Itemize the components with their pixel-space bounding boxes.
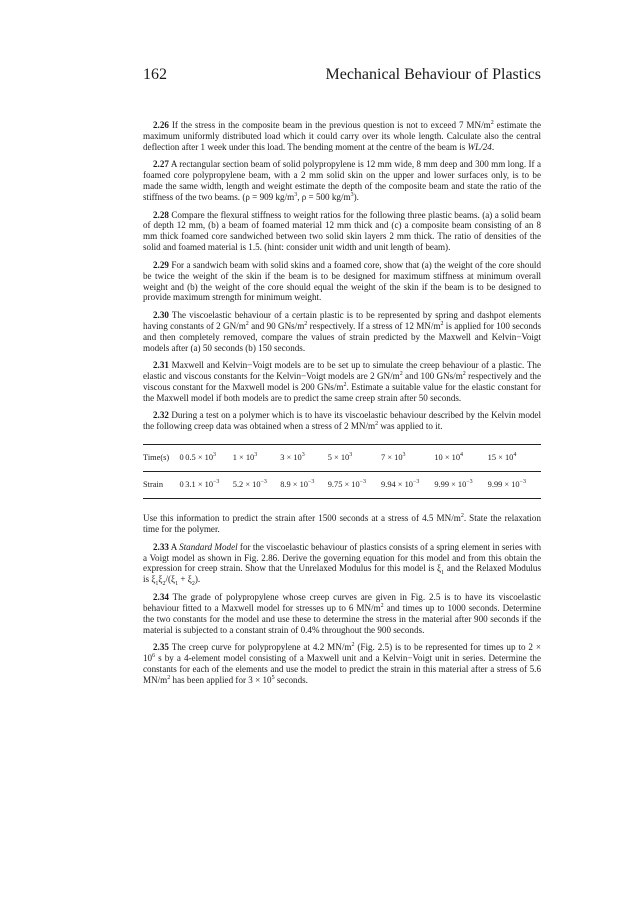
creep-data-table (143, 444, 541, 499)
superscript: 2 (462, 371, 466, 378)
subscript: 1 (175, 581, 179, 588)
superscript: 2 (167, 674, 171, 681)
problem-number: 2.35 (153, 642, 169, 653)
problem-text: The creep curve for polypropylene at 4.2 MN/m (171, 642, 352, 653)
strain-row (143, 472, 541, 499)
problem-text: and 90 GNs/m (248, 320, 305, 331)
problem-text: is applied for 100 seconds and then completely removed, compare the values of strain predicted by the Maxwell and Kelvin−Voigt models after (a) 50 seconds (b) 150 seconds. (143, 320, 541, 353)
superscript: 5 (271, 674, 275, 681)
superscript: 2 (460, 513, 464, 520)
problem-2-35 (143, 642, 541, 686)
superscript: 2 (380, 602, 384, 609)
problem-2-30 (143, 310, 541, 354)
italic-text: WL/24 (467, 141, 492, 152)
time-cell: $1 \times 10^3$ (232, 451, 258, 462)
problem-2-33 (143, 542, 541, 586)
superscript: 2 (490, 119, 494, 126)
superscript: 6 (152, 652, 156, 659)
problem-text: /(ξ (165, 574, 176, 585)
problem-number: 2.30 (153, 309, 169, 320)
problem-text: and the Relaxed Modulus is ξ (143, 563, 541, 585)
time-cell: 0 (179, 452, 184, 462)
problem-text: ). (194, 574, 201, 585)
time-label: Time(s) (143, 452, 170, 462)
superscript: 3 (350, 192, 354, 198)
superscript: 3 (294, 192, 298, 198)
problem-text: For a sandwich beam with solid skins and a foamed core, show that (a) the weight of the core should be twice the weight of the skin if the beam is to be designed for maximum stiffness at minimum overall weight and (b) the weight of the core should equal the weight of the skin if the beam is to be designed to provide maximum strength for minimum weight. (143, 259, 542, 303)
problem-number: 2.29 (153, 259, 169, 270)
time-cell: $10 \times 10^4$ (434, 451, 464, 462)
problem-text: and 100 GNs/m (402, 371, 463, 382)
page-header (143, 66, 541, 88)
strain-cell: $9.99 \times 10^{-3}$ (434, 472, 487, 499)
superscript: 2 (245, 320, 249, 327)
problem-number: 2.27 (153, 159, 169, 170)
problem-text: During a test on a polymer which is to have its viscoelastic behaviour described by the Kelvin model the following creep data was obtained when a stress of 2 MN/m (143, 410, 541, 432)
problem-2-27 (143, 159, 541, 203)
problem-text: (Fig. 2.5) is to be represented for times up to 2 × 10 (143, 642, 542, 663)
problem-text: estimate the maximum uniformly distributed load which it could carry over its whole length. Calculate also the central deflection after 1 week under this load. The bending moment at the centre of the beam is (143, 120, 541, 152)
superscript: 2 (304, 320, 308, 327)
problem-number: 2.31 (153, 360, 169, 371)
time-cell: $15 \times 10^4$ (487, 451, 517, 462)
problem-number: 2.26 (153, 120, 169, 130)
superscript: 2 (375, 421, 379, 428)
time-row (143, 445, 541, 472)
strain-cell: $3.1 \times 10^{-3}$ (185, 472, 232, 499)
problem-2-29 (143, 260, 541, 304)
problem-text: and times up to 1000 seconds. Determine the two constants for the model and use these to determine the stress in the material after 900 seconds if the material is subjected to a constant strain of 0.4% throughout the 900 seconds. (143, 602, 541, 635)
subscript: 2 (191, 581, 195, 588)
time-cell: $5 \times 10^3$ (327, 451, 353, 462)
problem-number: 2.33 (153, 541, 169, 552)
strain-cell: $9.99 \times 10^{-3}$ (488, 472, 541, 499)
problem-text: . (491, 141, 495, 152)
problem-number: 2.34 (153, 591, 169, 602)
problem-text: If the stress in the composite beam in the previous question is not to exceed 7 MN/m (171, 120, 491, 130)
problem-text: s by a 4-element model consisting of a Maxwell unit and a Kelvin−Voigt unit in series. Determine the constants for each of the elements and use the model to predict the strain in this material after a stress of 5.6 MN/m (143, 652, 541, 685)
problem-text: respectively and the viscous constant for the Maxwell model is 200 GNs/m (143, 371, 541, 392)
problem-text: Maxwell and Kelvin−Voigt models are to be set up to simulate the creep behaviour of a plastic. The elastic and viscous constants for the Kelvin−Voigt models are 2 GN/m (143, 360, 541, 382)
strain-cell: 0 (179, 472, 185, 499)
problem-2-26 (143, 120, 541, 153)
problem-text: A rectangular section beam of solid polypropylene is 12 mm wide, 8 mm deep and 300 mm long. If a foamed core polypropylene beam, with a 2 mm solid skin on the upper and lower surfaces only, is to be made the same width, length and weight estimate the depth of the composite beam and state the ratio of the stiffness of the two beams. (ρ = 909 kg/m (143, 159, 541, 203)
problem-text: was applied to it. (378, 421, 443, 432)
problem-text: has been applied for 3 × 10 (170, 674, 272, 685)
strain-cell: $9.75 \times 10^{-3}$ (328, 472, 381, 499)
subscript: 1 (155, 581, 159, 588)
problem-text: A (170, 541, 180, 552)
time-cell: $0.5 \times 10^3$ (185, 451, 217, 462)
problem-text: ). (353, 192, 359, 203)
superscript: 2 (343, 381, 347, 388)
problem-text: seconds. (274, 674, 308, 685)
page-number: 162 (143, 66, 167, 83)
superscript: 2 (440, 320, 444, 327)
problem-text: respectively. If a stress of 12 MN/m (307, 320, 441, 331)
problem-text: for the viscoelastic behaviour of plastics consists of a spring element in series with a Voigt model as shown in Fig. 2.86. Derive the governing equation for this model and from this obtain the expression for creep strain. Show that the Unrelaxed Modulus for this model is ξ (143, 541, 542, 574)
problem-2-32 (143, 410, 541, 432)
problem-text: ξ (158, 574, 163, 585)
strain-cell: $9.94 \times 10^{-3}$ (381, 472, 434, 499)
problem-2-34 (143, 592, 541, 636)
strain-cell: $5.2 \times 10^{-3}$ (233, 472, 280, 499)
after-table-text (143, 513, 541, 535)
problem-text: Compare the flexural stiffness to weight ratios for the following three plastic beams. (a) a solid beam of depth 12 mm, (b) a beam of foamed material 12 mm thick and (c) a composite beam consisting of an 8 mm thick foamed core sandwiched between two solid skin layers 2 mm thick. The ratio of densities of the solid and foamed material is 1.5. (hint: consider unit width and unit length of beam). (143, 209, 541, 253)
problem-number: 2.28 (153, 209, 169, 220)
strain-label: Strain (143, 472, 179, 499)
problem-list (143, 120, 541, 692)
subscript: 1 (441, 570, 445, 577)
problem-text: . State the relaxation time for the polymer. (143, 513, 541, 535)
time-cell: $7 \times 10^3$ (381, 451, 406, 462)
problem-2-28 (143, 210, 541, 254)
problem-text: The viscoelastic behaviour of a certain plastic is to be represented by spring and dashpot elements having constants of 2 GN/m (143, 309, 542, 331)
problem-text: , ρ = 500 kg/m (297, 192, 351, 203)
italic-text: Standard Model (179, 541, 238, 552)
superscript: 2 (399, 371, 403, 378)
problem-2-31 (143, 360, 541, 404)
superscript: 2 (351, 642, 355, 649)
problem-text: . Estimate a suitable value for the elastic constant for the Maxwell model if both models are to predict the same creep strain after 50 seconds. (143, 382, 541, 403)
problem-number: 2.32 (153, 410, 169, 421)
problem-text: The grade of polypropylene whose creep curves are given in Fig. 2.5 is to have its viscoelastic behaviour fitted to a Maxwell model for stresses up to 6 MN/m (143, 591, 541, 613)
strain-cell: $8.9 \times 10^{-3}$ (280, 472, 327, 499)
running-title: Mechanical Behaviour of Plastics (325, 66, 541, 83)
problem-text: + ξ (178, 574, 192, 585)
problem-text: Use this information to predict the strain after 1500 seconds at a stress of 4.5 MN/m (143, 513, 461, 524)
subscript: 2 (162, 581, 166, 588)
time-cell: $3 \times 10^3$ (280, 451, 305, 462)
